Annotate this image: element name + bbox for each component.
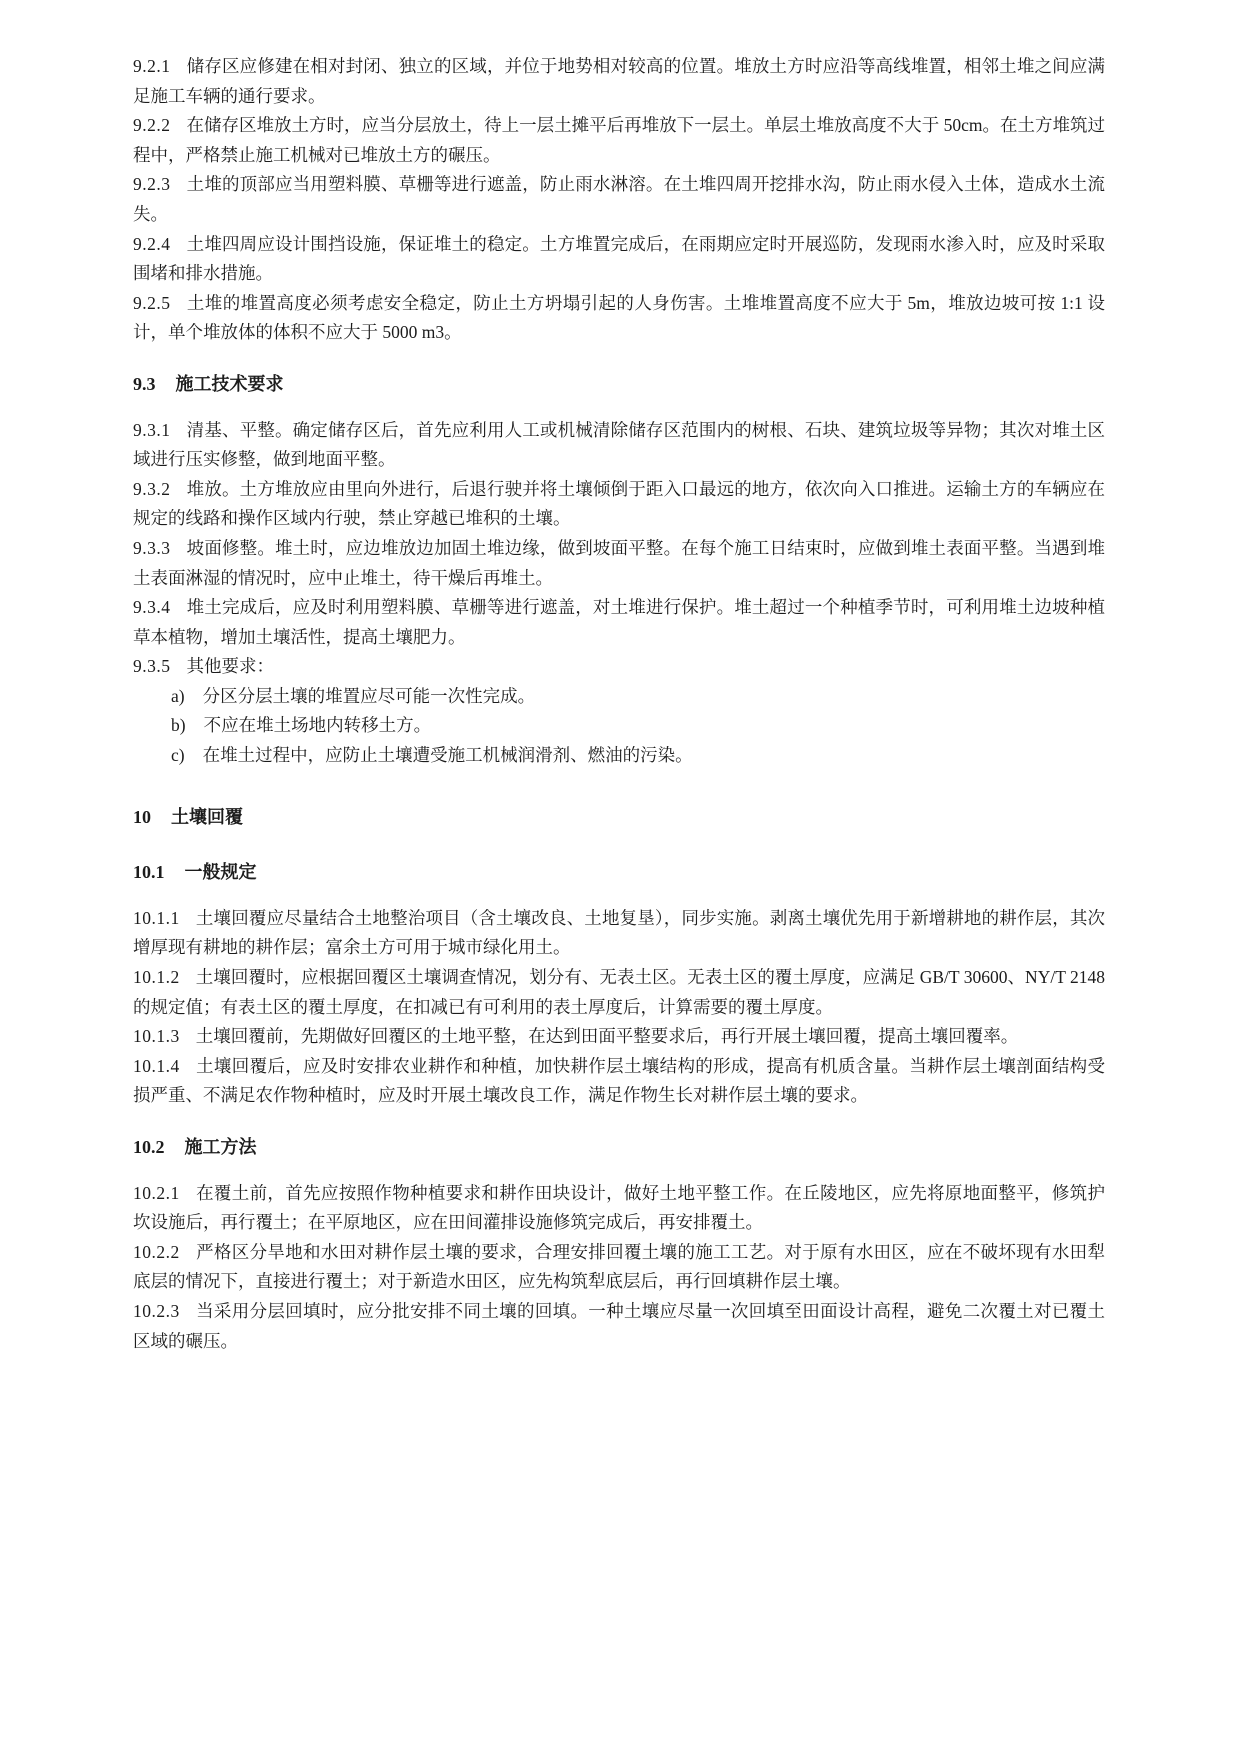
clause-9-3-3 <box>133 534 1105 593</box>
clause-9-3-4 <box>133 593 1105 652</box>
clause-text: 储存区应修建在相对封闭、独立的区域，并位于地势相对较高的位置。堆放土方时应沿等高线堆置，相邻土堆之间应满足施工车辆的通行要求。 <box>133 56 1105 106</box>
section-number: 10.1 <box>133 862 165 883</box>
clause-number: 10.1.1 <box>133 907 180 928</box>
clause-text: 坡面修整。堆土时，应边堆放边加固土堆边缘，做到坡面平整。在每个施工日结束时，应做到堆土表面平整。当遇到堆土表面淋湿的情况时，应中止堆土，待干燥后再堆土。 <box>133 537 1105 588</box>
clause-number: 10.2.1 <box>133 1182 180 1203</box>
clause-text: 土壤回覆应尽量结合土地整治项目（含土壤改良、土地复垦），同步实施。剥离土壤优先用于新增耕地的耕作层，其次增厚现有耕地的耕作层；富余土方可用于城市绿化用土。 <box>133 907 1105 958</box>
section-title: 施工方法 <box>184 1137 257 1157</box>
clause-text: 在储存区堆放土方时，应当分层放土，待上一层土摊平后再堆放下一层土。单层土堆放高度不大于 50cm。在土方堆筑过程中，严格禁止施工机械对已堆放土方的碾压。 <box>133 115 1105 165</box>
clause-number: 9.2.2 <box>133 115 171 136</box>
clause-number: 9.3.3 <box>133 537 171 558</box>
section-number: 9.3 <box>133 373 156 394</box>
clause-10-1-2 <box>133 963 1105 1022</box>
list-item-a <box>133 682 1105 712</box>
clause-text: 清基、平整。确定储存区后，首先应利用人工或机械清除储存区范围内的树根、石块、建筑垃圾等异物；其次对堆土区域进行压实修整，做到地面平整。 <box>133 419 1105 470</box>
list-text: 在堆土过程中，应防止土壤遭受施工机械润滑剂、燃油的污染。 <box>202 745 693 766</box>
clause-9-2-5 <box>133 289 1105 348</box>
clause-10-1-1 <box>133 904 1105 963</box>
list-item-c <box>133 741 1105 771</box>
clause-text: 当采用分层回填时，应分批安排不同土壤的回填。一种土壤应尽量一次回填至田面设计高程，避免二次覆土对已覆土区域的碾压。 <box>133 1300 1105 1351</box>
clause-text: 土堆的堆置高度必须考虑安全稳定，防止土方坍塌引起的人身伤害。土堆堆置高度不应大于 5m，堆放边坡可按 1:1 设计，单个堆放体的体积不应大于 5000 m3。 <box>133 292 1105 343</box>
clause-number: 9.3.5 <box>133 656 171 677</box>
clause-number: 9.2.3 <box>133 174 171 195</box>
clause-number: 9.3.4 <box>133 597 171 618</box>
clause-text: 土壤回覆时，应根据回覆区土壤调查情况，划分有、无表土区。无表土区的覆土厚度，应满足 GB/T 30600、NY/T 2148 的规定值；有表土区的覆土厚度，在扣减已有可利用的表土厚度后，计算需要的覆土厚度。 <box>133 967 1105 1017</box>
clause-number: 9.2.5 <box>133 292 171 313</box>
clause-number: 9.3.2 <box>133 478 171 499</box>
clause-text: 土堆的顶部应当用塑料膜、草栅等进行遮盖，防止雨水淋溶。在土堆四周开挖排水沟，防止雨水侵入土体，造成水土流失。 <box>133 174 1105 224</box>
chapter-title: 土壤回覆 <box>171 806 243 827</box>
clause-10-1-3 <box>133 1022 1105 1052</box>
clause-text: 严格区分旱地和水田对耕作层土壤的要求，合理安排回覆土壤的施工工艺。对于原有水田区，应在不破坏现有水田犁底层的情况下，直接进行覆土；对于新造水田区，应先构筑犁底层后，再行回填耕作层土壤。 <box>133 1241 1105 1292</box>
list-marker: a) <box>171 685 185 706</box>
clause-10-2-1 <box>133 1179 1105 1238</box>
clause-10-1-4 <box>133 1052 1105 1111</box>
clause-number: 10.2.3 <box>133 1300 180 1321</box>
list-marker: c) <box>171 745 185 766</box>
chapter-heading-10 <box>133 803 1105 833</box>
section-heading-9-3 <box>133 370 1105 400</box>
list-item-b <box>133 711 1105 741</box>
chapter-number: 10 <box>133 806 151 827</box>
clause-text: 土壤回覆后，应及时安排农业耕作和种植，加快耕作层土壤结构的形成，提高有机质含量。当耕作层土壤剖面结构受损严重、不满足农作物种植时，应及时开展土壤改良工作，满足作物生长对耕作层土壤的要求。 <box>133 1055 1105 1106</box>
clause-text: 堆土完成后，应及时利用塑料膜、草栅等进行遮盖，对土堆进行保护。堆土超过一个种植季节时，可利用堆土边坡种植草本植物，增加土壤活性，提高土壤肥力。 <box>133 597 1105 647</box>
section-number: 10.2 <box>133 1137 165 1157</box>
clause-number: 10.1.2 <box>133 967 180 988</box>
list-text: 分区分层土壤的堆置应尽可能一次性完成。 <box>202 685 536 706</box>
clause-number: 9.2.1 <box>133 56 171 76</box>
clause-number: 9.2.4 <box>133 233 171 254</box>
clause-text: 土堆四周应设计围挡设施，保证堆土的稳定。土方堆置完成后，在雨期应定时开展巡防，发现雨水渗入时，应及时采取围堵和排水措施。 <box>133 233 1105 284</box>
clause-text: 在覆土前，首先应按照作物种植要求和耕作田块设计，做好土地平整工作。在丘陵地区，应先将原地面整平，修筑护坎设施后，再行覆土；在平原地区，应在田间灌排设施修筑完成后，再安排覆土。 <box>133 1182 1105 1233</box>
clause-9-3-5 <box>133 652 1105 682</box>
clause-10-2-2 <box>133 1238 1105 1297</box>
list-text: 不应在堆土场地内转移土方。 <box>203 715 432 736</box>
section-title: 施工技术要求 <box>175 373 284 394</box>
clause-9-3-1 <box>133 416 1105 475</box>
clause-9-2-4 <box>133 230 1105 289</box>
clause-number: 10.1.4 <box>133 1055 180 1076</box>
clause-9-2-3 <box>133 170 1105 229</box>
section-heading-10-1 <box>133 858 1105 888</box>
clause-number: 10.1.3 <box>133 1026 180 1047</box>
section-heading-10-2 <box>133 1133 1105 1163</box>
list-marker: b) <box>171 715 186 736</box>
clause-9-2-2 <box>133 111 1105 170</box>
clause-9-2-1 <box>133 52 1105 111</box>
clause-number: 9.3.1 <box>133 419 171 440</box>
clause-text: 其他要求： <box>186 656 274 677</box>
clause-10-2-3 <box>133 1297 1105 1356</box>
section-title: 一般规定 <box>184 862 257 883</box>
clause-text: 堆放。土方堆放应由里向外进行，后退行驶并将土壤倾倒于距入口最远的地方，依次向入口推进。运输土方的车辆应在规定的线路和操作区域内行驶，禁止穿越已堆积的土壤。 <box>133 478 1105 529</box>
clause-9-3-2 <box>133 475 1105 534</box>
clause-number: 10.2.2 <box>133 1241 180 1262</box>
clause-text: 土壤回覆前，先期做好回覆区的土地平整，在达到田面平整要求后，再行开展土壤回覆，提高土壤回覆率。 <box>195 1026 1019 1047</box>
